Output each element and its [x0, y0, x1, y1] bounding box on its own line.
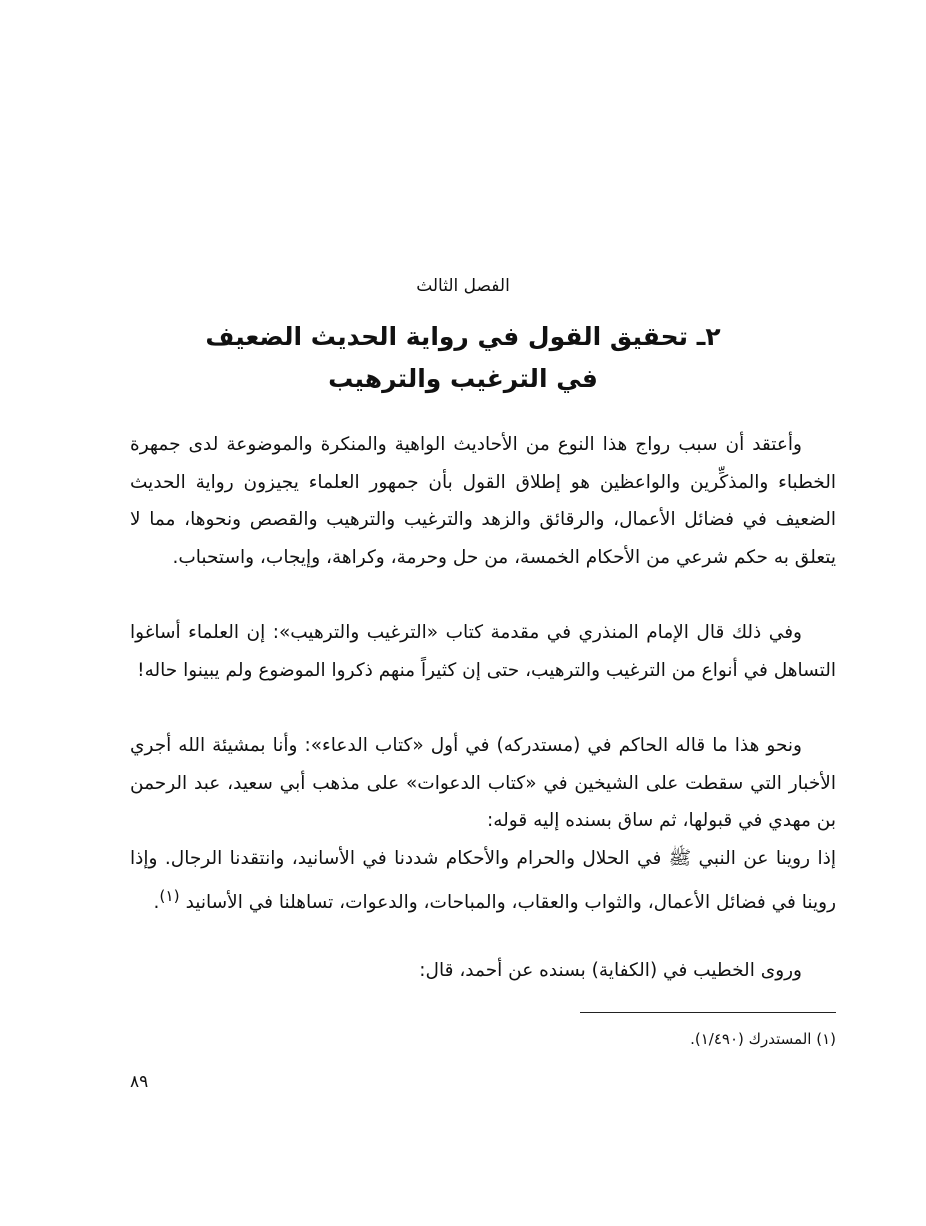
paragraph-1: وأعتقد أن سبب رواج هذا النوع من الأحاديث الواهية والمنكرة والموضوعة لدى جمهرة الخطباء والمذكِّرين والواعظين هو إطلاق القول بأن جمهور العلماء يجيزون رواية الحديث الضعيف في فضائل الأعمال، والرقائق والزهد والترغيب والترهيب والقصص ونحوها، مما لا يتعلق به حكم شرعي من الأحكام الخمسة، من حل وحرمة، وكراهة، وإيجاب، واستحباب. — [130, 434, 836, 568]
section-title-line-1: ٢ـ تحقيق القول في رواية الحديث الضعيف — [205, 322, 721, 351]
chapter-label: الفصل الثالث — [416, 276, 510, 296]
footnote: (١) المستدرك (١/٤٩٠). — [690, 1030, 836, 1048]
paragraph-5: وروى الخطيب في (الكفاية) بسنده عن أحمد، قال: — [419, 960, 802, 981]
page-number: ٨٩ — [130, 1072, 149, 1092]
paragraph-2: وفي ذلك قال الإمام المنذري في مقدمة كتاب «الترغيب والترهيب»: إن العلماء أساغوا التساهل في أنواع من الترغيب والترهيب، حتى إن كثيراً منهم ذكروا الموضوع ولم يبينوا حاله! — [130, 622, 836, 681]
footnote-marker: (١) — [159, 886, 180, 905]
paragraph-4-quote: إذا روينا عن النبي ﷺ في الحلال والحرام والأحكام شددنا في الأسانيد، وانتقدنا الرجال. وإذا روينا في فضائل الأعمال، والثواب والعقاب، والمباحات، والدعوات، تساهلنا في الأسانيد $^{(١)}$. — [130, 848, 836, 913]
paragraph-3: ونحو هذا ما قاله الحاكم في (مستدركه) في أول «كتاب الدعاء»: وأنا بمشيئة الله أجري الأخبار التي سقطت على الشيخين في «كتاب الدعوات» على مذهب أبي سعيد، عبد الرحمن بن مهدي في قبولها، ثم ساق بسنده إليه قوله: — [130, 735, 836, 831]
quote-text: إذا روينا عن النبي ﷺ في الحلال والحرام والأحكام شددنا في الأسانيد، وانتقدنا الرجال. وإذا روينا في فضائل الأعمال، والثواب والعقاب، والمباحات، والدعوات، تساهلنا في الأسانيد — [130, 848, 836, 913]
footnote-separator — [580, 1012, 836, 1013]
section-title-line-2: في الترغيب والترهيب — [328, 364, 598, 393]
